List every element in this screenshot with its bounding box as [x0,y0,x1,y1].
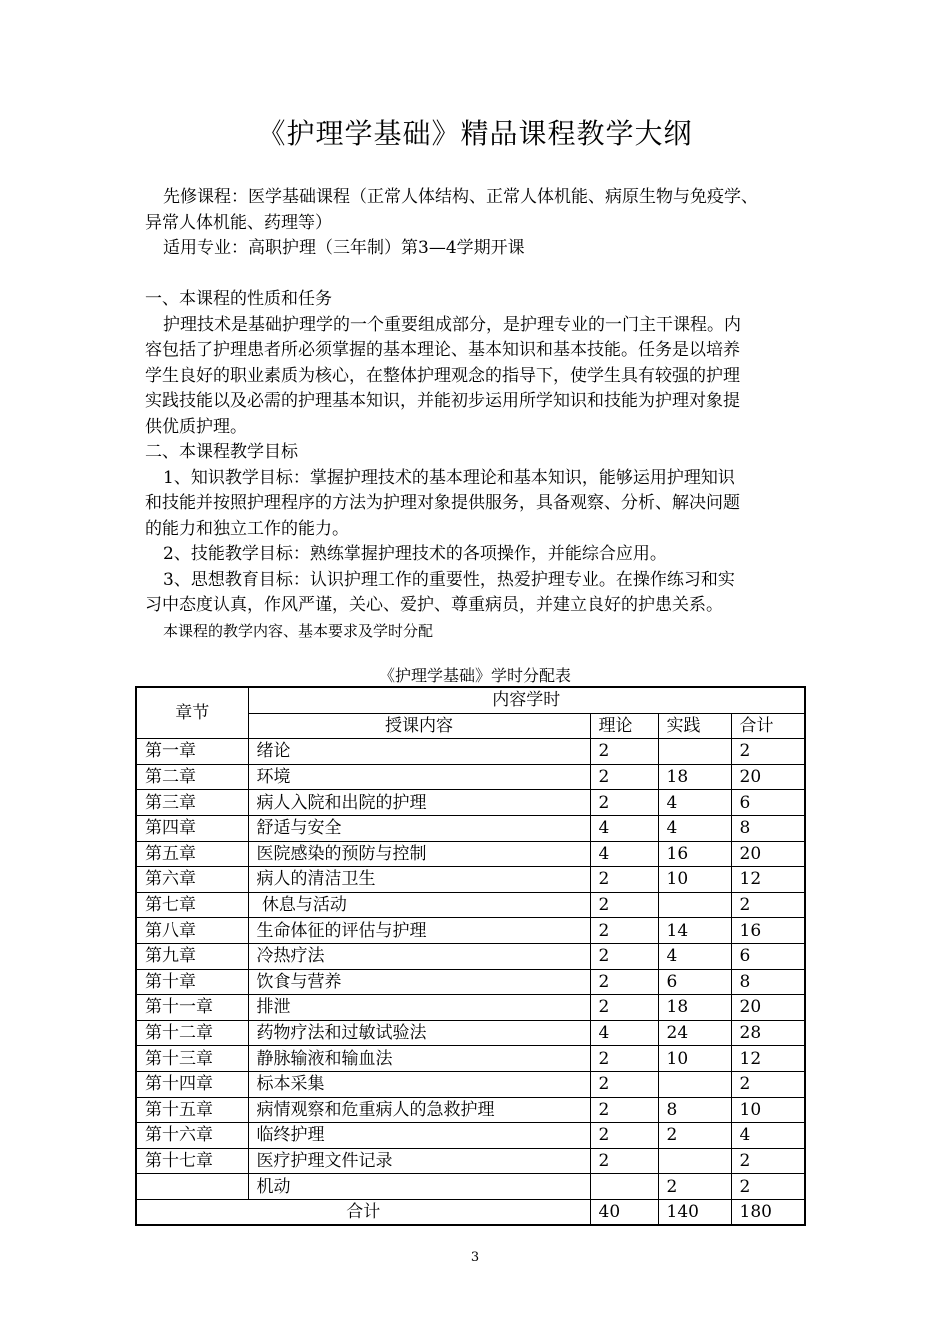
table-row [136,918,805,944]
chapter-cell: 第四章 [136,815,248,841]
header-total: 合计 [731,713,805,739]
table-row [136,943,805,969]
theory-cell: 2 [590,918,658,944]
practice-cell [658,1071,731,1097]
chapter-cell: 第五章 [136,841,248,867]
practice-cell: 10 [658,867,731,893]
footer-practice: 140 [658,1199,731,1225]
content-cell: 排泄 [248,995,590,1021]
content-cell: 绪论 [248,739,590,765]
total-cell: 8 [731,969,805,995]
content-cell: 静脉输液和输血法 [248,1046,590,1072]
content-cell: 生命体征的评估与护理 [248,918,590,944]
header-content-hours: 内容学时 [248,687,805,713]
chapter-cell: 第十章 [136,969,248,995]
table-row [136,1046,805,1072]
hours-table [135,686,806,1226]
theory-cell: 4 [590,1020,658,1046]
theory-cell: 2 [590,867,658,893]
practice-cell: 6 [658,969,731,995]
practice-cell: 10 [658,1046,731,1072]
chapter-cell: 第十七章 [136,1148,248,1174]
total-cell: 2 [731,1174,805,1200]
theory-cell: 2 [590,1071,658,1097]
document-title: 《护理学基础》精品课程教学大纲 [257,117,693,150]
content-cell: 环境 [248,764,590,790]
practice-cell: 4 [658,815,731,841]
chapter-cell: 第九章 [136,943,248,969]
practice-cell [658,1148,731,1174]
total-cell: 20 [731,764,805,790]
section-1-line: 容包括了护理患者所必须掌握的基本理论、基本知识和基本技能。任务是以培养 [145,340,740,360]
footer-label: 合计 [136,1199,590,1225]
total-cell: 20 [731,841,805,867]
section-2-heading: 二、本课程教学目标 [145,442,298,462]
chapter-cell: 第十六章 [136,1123,248,1149]
chapter-cell: 第十二章 [136,1020,248,1046]
theory-cell [590,1174,658,1200]
total-cell: 2 [731,739,805,765]
content-note: 本课程的教学内容、基本要求及学时分配 [163,621,434,640]
chapter-cell: 第十三章 [136,1046,248,1072]
total-cell: 2 [731,1148,805,1174]
theory-cell: 2 [590,790,658,816]
content-cell: 休息与活动 [248,892,590,918]
total-cell: 10 [731,1097,805,1123]
section-1-line: 实践技能以及必需的护理基本知识，并能初步运用所学知识和技能为护理对象提 [145,391,740,411]
practice-cell: 18 [658,995,731,1021]
theory-cell: 2 [590,1123,658,1149]
table-row [136,841,805,867]
table-row [136,995,805,1021]
chapter-cell [136,1174,248,1200]
total-cell: 12 [731,1046,805,1072]
content-cell: 冷热疗法 [248,943,590,969]
section-1-line: 供优质护理。 [145,416,247,437]
chapter-cell: 第十四章 [136,1071,248,1097]
content-cell: 临终护理 [248,1123,590,1149]
content-cell: 标本采集 [248,1071,590,1097]
header-theory: 理论 [590,713,658,739]
chapter-cell: 第二章 [136,764,248,790]
chapter-cell: 第十五章 [136,1097,248,1123]
header-chapter: 章节 [136,687,248,739]
practice-cell: 24 [658,1020,731,1046]
goal-1-line: 和技能并按照护理程序的方法为护理对象提供服务，具备观察、分析、解决问题 [145,493,740,513]
total-cell: 8 [731,815,805,841]
practice-cell: 16 [658,841,731,867]
table-row [136,1020,805,1046]
applicable-major: 适用专业：高职护理（三年制）第3—4学期开课 [163,238,525,258]
theory-cell: 2 [590,1148,658,1174]
practice-cell: 2 [658,1174,731,1200]
goal-3-line: 习中态度认真，作风严谨，关心、爱护、尊重病员，并建立良好的护患关系。 [145,595,723,615]
theory-cell: 2 [590,1097,658,1123]
total-cell: 16 [731,918,805,944]
chapter-cell: 第七章 [136,892,248,918]
chapter-cell: 第一章 [136,739,248,765]
content-cell: 饮食与营养 [248,969,590,995]
theory-cell: 4 [590,815,658,841]
table-row [136,1097,805,1123]
chapter-cell: 第十一章 [136,995,248,1021]
table-row [136,764,805,790]
total-cell: 20 [731,995,805,1021]
header-content: 授课内容 [248,713,590,739]
section-1 [145,287,815,644]
content-cell: 药物疗法和过敏试验法 [248,1020,590,1046]
table-footer-row [136,1199,805,1225]
content-cell: 机动 [248,1174,590,1200]
theory-cell: 2 [590,764,658,790]
table-caption: 《护理学基础》学时分配表 [378,666,571,685]
practice-cell: 2 [658,1123,731,1149]
content-cell: 医疗护理文件记录 [248,1148,590,1174]
content-cell: 舒适与安全 [248,815,590,841]
practice-cell: 8 [658,1097,731,1123]
practice-cell [658,892,731,918]
header-practice: 实践 [658,713,731,739]
table-row [136,1174,805,1200]
footer-total: 180 [731,1199,805,1225]
content-cell: 医院感染的预防与控制 [248,841,590,867]
table-row [136,1123,805,1149]
practice-cell: 4 [658,943,731,969]
goal-2: 2、技能教学目标：熟练掌握护理技术的各项操作，并能综合应用。 [163,544,667,564]
total-cell: 6 [731,790,805,816]
theory-cell: 2 [590,892,658,918]
chapter-cell: 第三章 [136,790,248,816]
table-row [136,969,805,995]
table-row [136,1071,805,1097]
practice-cell: 18 [658,764,731,790]
practice-cell: 4 [658,790,731,816]
prerequisite-line-2: 异常人体机能、药理等） [145,212,332,233]
theory-cell: 2 [590,995,658,1021]
goal-3-line: 3、思想教育目标：认识护理工作的重要性，热爱护理专业。在操作练习和实 [163,569,735,590]
theory-cell: 2 [590,1046,658,1072]
page-number: 3 [470,1250,480,1265]
content-cell: 病人入院和出院的护理 [248,790,590,816]
table-row [136,1148,805,1174]
table-row [136,815,805,841]
chapter-cell: 第六章 [136,867,248,893]
table-row [136,867,805,893]
total-cell: 2 [731,892,805,918]
chapter-cell: 第八章 [136,918,248,944]
content-cell: 病人的清洁卫生 [248,867,590,893]
total-cell: 6 [731,943,805,969]
total-cell: 2 [731,1071,805,1097]
goal-1-line: 1、知识教学目标：掌握护理技术的基本理论和基本知识，能够运用护理知识 [163,467,735,488]
section-1-line: 学生良好的职业素质为核心，在整体护理观念的指导下，使学生具有较强的护理 [145,365,740,386]
goal-1-line: 的能力和独立工作的能力。 [145,518,349,539]
section-1-heading: 一、本课程的性质和任务 [145,289,332,309]
theory-cell: 2 [590,969,658,995]
theory-cell: 4 [590,841,658,867]
footer-theory: 40 [590,1199,658,1225]
practice-cell [658,739,731,765]
section-1-line: 护理技术是基础护理学的一个重要组成部分，是护理专业的一门主干课程。内 [163,314,741,335]
table-row [136,892,805,918]
total-cell: 28 [731,1020,805,1046]
table-row [136,790,805,816]
total-cell: 4 [731,1123,805,1149]
content-cell: 病情观察和危重病人的急救护理 [248,1097,590,1123]
total-cell: 12 [731,867,805,893]
table-row [136,739,805,765]
theory-cell: 2 [590,943,658,969]
prerequisite-block [145,185,815,262]
theory-cell: 2 [590,739,658,765]
prerequisite-line-1: 先修课程：医学基础课程（正常人体结构、正常人体机能、病原生物与免疫学、 [163,187,758,207]
practice-cell: 14 [658,918,731,944]
